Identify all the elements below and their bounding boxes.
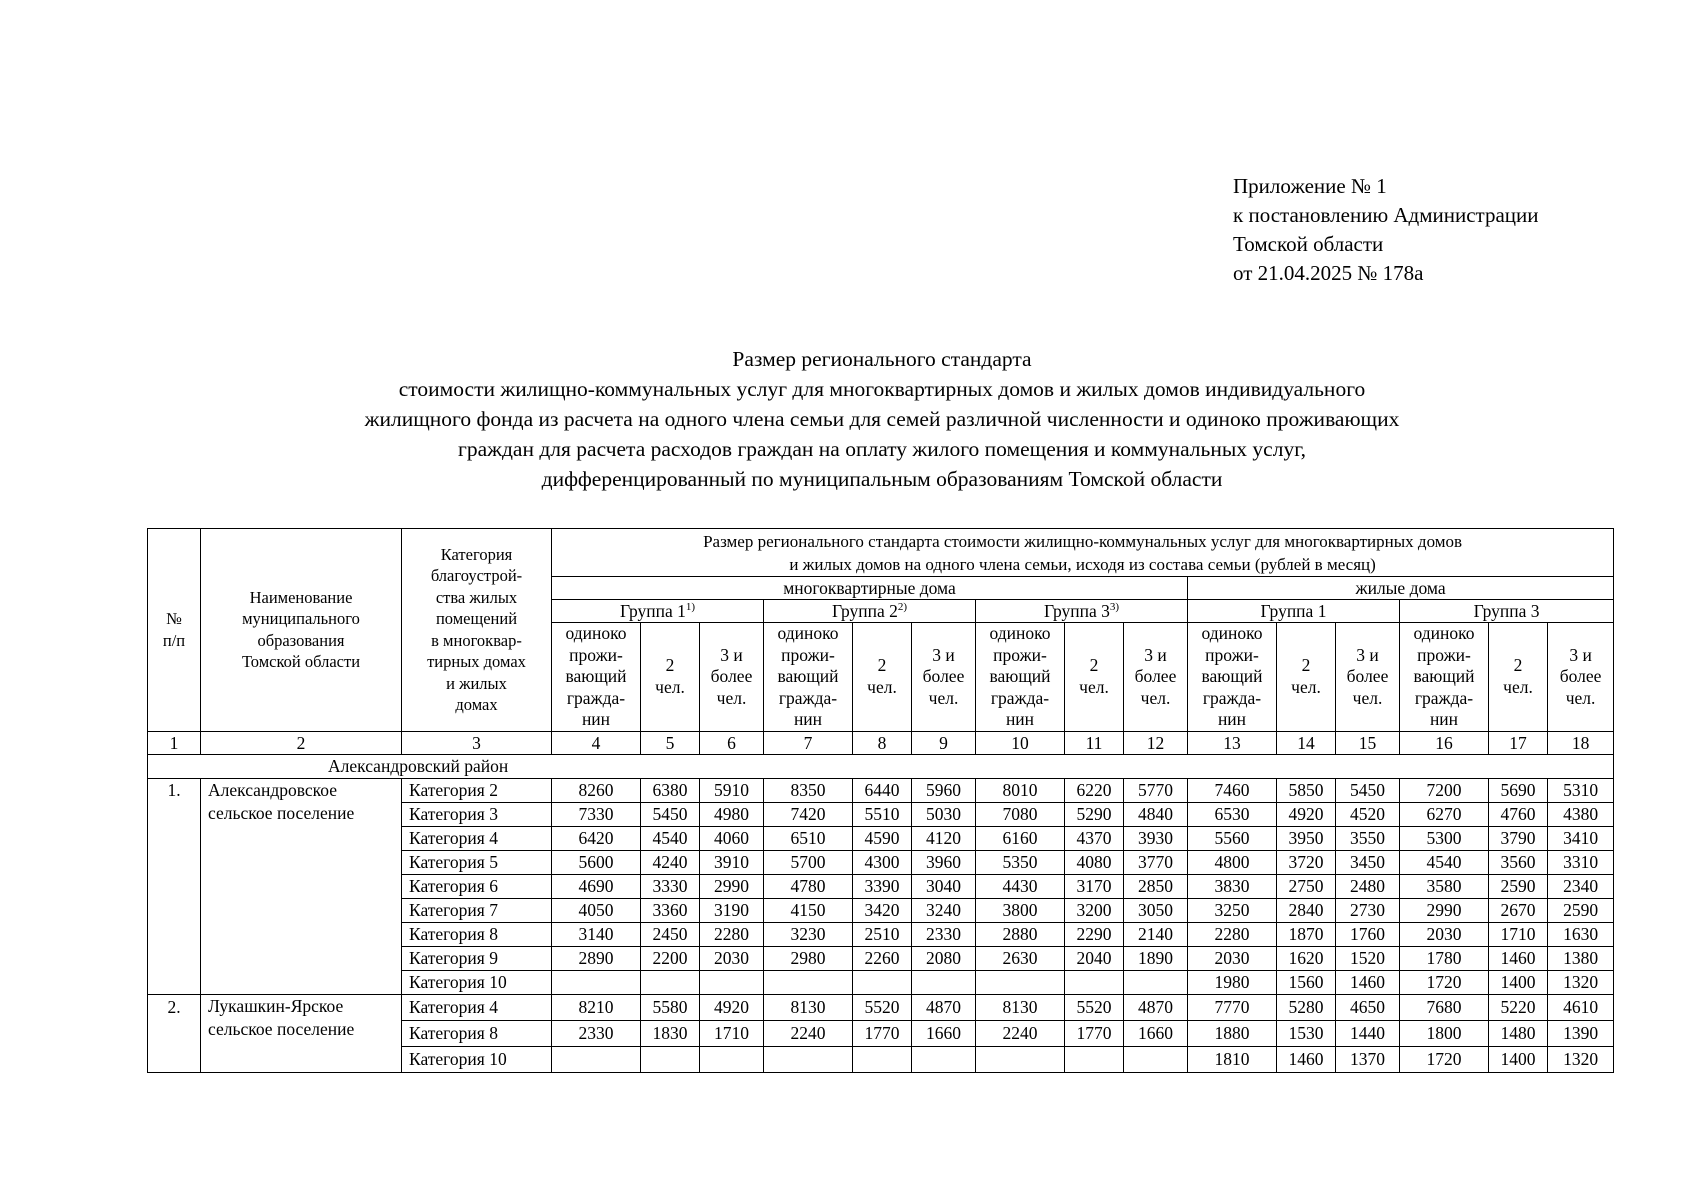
value-cell: 3580 bbox=[1400, 874, 1489, 898]
value-cell: 2480 bbox=[1336, 874, 1400, 898]
value-cell bbox=[1124, 970, 1188, 994]
header-sub-two: 2 чел. bbox=[641, 623, 700, 732]
value-cell: 1320 bbox=[1548, 970, 1614, 994]
header-sub-two: 2 чел. bbox=[1489, 623, 1548, 732]
value-cell: 5560 bbox=[1188, 826, 1277, 850]
value-cell: 7080 bbox=[976, 802, 1065, 826]
value-cell: 7330 bbox=[552, 802, 641, 826]
value-cell: 1440 bbox=[1336, 1020, 1400, 1046]
header-group-2: Группа 2$^{2)}$ bbox=[764, 600, 976, 623]
column-number: 9 bbox=[912, 731, 976, 754]
value-cell: 1720 bbox=[1400, 1046, 1489, 1072]
value-cell: 8260 bbox=[552, 778, 641, 802]
value-cell: 1460 bbox=[1277, 1046, 1336, 1072]
value-cell: 1660 bbox=[912, 1020, 976, 1046]
value-cell bbox=[552, 1046, 641, 1072]
value-cell: 2450 bbox=[641, 922, 700, 946]
value-cell: 1800 bbox=[1400, 1020, 1489, 1046]
value-cell: 5770 bbox=[1124, 778, 1188, 802]
value-cell: 5520 bbox=[853, 994, 912, 1020]
value-cell bbox=[976, 1046, 1065, 1072]
value-cell: 4690 bbox=[552, 874, 641, 898]
value-cell bbox=[976, 970, 1065, 994]
value-cell: 1630 bbox=[1548, 922, 1614, 946]
value-cell: 5960 bbox=[912, 778, 976, 802]
value-cell: 1370 bbox=[1336, 1046, 1400, 1072]
value-cell: 3330 bbox=[641, 874, 700, 898]
value-cell: 5220 bbox=[1489, 994, 1548, 1020]
value-cell bbox=[764, 970, 853, 994]
header-sub-two: 2 чел. bbox=[1065, 623, 1124, 732]
value-cell: 4240 bbox=[641, 850, 700, 874]
value-cell: 2030 bbox=[700, 946, 764, 970]
column-number: 18 bbox=[1548, 731, 1614, 754]
value-cell: 3040 bbox=[912, 874, 976, 898]
district-name: Александровский район bbox=[148, 754, 1614, 778]
value-cell: 4540 bbox=[1400, 850, 1489, 874]
value-cell: 2240 bbox=[764, 1020, 853, 1046]
row-number: 1. bbox=[148, 778, 201, 994]
value-cell: 1460 bbox=[1489, 946, 1548, 970]
value-cell: 3560 bbox=[1489, 850, 1548, 874]
value-cell: 4150 bbox=[764, 898, 853, 922]
header-residential-houses: жилые дома bbox=[1188, 577, 1614, 600]
header-house-group-1: Группа 1 bbox=[1188, 600, 1400, 623]
value-cell: 3770 bbox=[1124, 850, 1188, 874]
value-cell: 5450 bbox=[1336, 778, 1400, 802]
header-sub-three: 3 и более чел. bbox=[1548, 623, 1614, 732]
value-cell: 5290 bbox=[1065, 802, 1124, 826]
value-cell: 3950 bbox=[1277, 826, 1336, 850]
header-sub-two: 2 чел. bbox=[853, 623, 912, 732]
value-cell: 3910 bbox=[700, 850, 764, 874]
appendix-line: Томской области bbox=[1233, 232, 1384, 256]
value-cell: 2980 bbox=[764, 946, 853, 970]
value-cell: 3240 bbox=[912, 898, 976, 922]
value-cell: 6270 bbox=[1400, 802, 1489, 826]
standard-cost-table bbox=[147, 528, 1614, 1073]
value-cell: 1710 bbox=[700, 1020, 764, 1046]
value-cell: 2240 bbox=[976, 1020, 1065, 1046]
value-cell: 2330 bbox=[912, 922, 976, 946]
value-cell: 2280 bbox=[700, 922, 764, 946]
value-cell: 4760 bbox=[1489, 802, 1548, 826]
value-cell: 6420 bbox=[552, 826, 641, 850]
header-standard-size: Размер регионального стандарта стоимости жилищно-коммунальных услуг для многоквартирных домов и жилых домов на одного члена семьи, исходя из состава семьи (рублей в месяц) bbox=[552, 529, 1614, 577]
title-line: граждан для расчета расходов граждан на оплату жилого помещения и коммунальных услуг, bbox=[458, 437, 1306, 461]
value-cell: 5300 bbox=[1400, 826, 1489, 850]
value-cell: 7680 bbox=[1400, 994, 1489, 1020]
header-sub-three: 3 и более чел. bbox=[700, 623, 764, 732]
value-cell: 1560 bbox=[1277, 970, 1336, 994]
value-cell: 4430 bbox=[976, 874, 1065, 898]
value-cell: 1390 bbox=[1548, 1020, 1614, 1046]
value-cell: 2840 bbox=[1277, 898, 1336, 922]
header-sub-single: одиноко прожи- вающий гражда- нин bbox=[552, 623, 641, 732]
value-cell: 4590 bbox=[853, 826, 912, 850]
column-number: 14 bbox=[1277, 731, 1336, 754]
header-category: Категория благоустрой- ства жилых помещений в многоквар- тирных домах и жилых домах bbox=[402, 529, 552, 732]
category-cell: Категория 8 bbox=[402, 1020, 552, 1046]
header-municipality: Наименование муниципального образования Томской области bbox=[201, 529, 402, 732]
value-cell: 8210 bbox=[552, 994, 641, 1020]
column-number: 8 bbox=[853, 731, 912, 754]
value-cell: 3170 bbox=[1065, 874, 1124, 898]
value-cell: 2590 bbox=[1548, 898, 1614, 922]
value-cell: 6220 bbox=[1065, 778, 1124, 802]
column-number: 7 bbox=[764, 731, 853, 754]
value-cell: 1620 bbox=[1277, 946, 1336, 970]
value-cell: 8010 bbox=[976, 778, 1065, 802]
value-cell bbox=[552, 970, 641, 994]
value-cell bbox=[1124, 1046, 1188, 1072]
value-cell: 2200 bbox=[641, 946, 700, 970]
category-cell: Категория 6 bbox=[402, 874, 552, 898]
value-cell: 1720 bbox=[1400, 970, 1489, 994]
value-cell: 4300 bbox=[853, 850, 912, 874]
value-cell: 3720 bbox=[1277, 850, 1336, 874]
value-cell: 5280 bbox=[1277, 994, 1336, 1020]
value-cell: 1400 bbox=[1489, 1046, 1548, 1072]
row-number: 2. bbox=[148, 994, 201, 1072]
value-cell: 4370 bbox=[1065, 826, 1124, 850]
column-number: 1 bbox=[148, 731, 201, 754]
value-cell: 4650 bbox=[1336, 994, 1400, 1020]
value-cell: 6530 bbox=[1188, 802, 1277, 826]
value-cell: 1780 bbox=[1400, 946, 1489, 970]
column-number: 2 bbox=[201, 731, 402, 754]
value-cell: 3360 bbox=[641, 898, 700, 922]
municipality-name: Александровское сельское поселение bbox=[201, 778, 402, 994]
value-cell: 8350 bbox=[764, 778, 853, 802]
column-number: 12 bbox=[1124, 731, 1188, 754]
value-cell: 2330 bbox=[552, 1020, 641, 1046]
value-cell: 3140 bbox=[552, 922, 641, 946]
header-sub-single: одиноко прожи- вающий гражда- нин bbox=[976, 623, 1065, 732]
value-cell: 3190 bbox=[700, 898, 764, 922]
value-cell bbox=[700, 1046, 764, 1072]
value-cell: 3250 bbox=[1188, 898, 1277, 922]
value-cell: 7420 bbox=[764, 802, 853, 826]
value-cell: 5350 bbox=[976, 850, 1065, 874]
value-cell: 3410 bbox=[1548, 826, 1614, 850]
value-cell: 1810 bbox=[1188, 1046, 1277, 1072]
value-cell: 2290 bbox=[1065, 922, 1124, 946]
value-cell: 5700 bbox=[764, 850, 853, 874]
value-cell: 2510 bbox=[853, 922, 912, 946]
value-cell: 5450 bbox=[641, 802, 700, 826]
value-cell bbox=[1065, 970, 1124, 994]
header-num: № п/п bbox=[148, 529, 201, 732]
value-cell: 5690 bbox=[1489, 778, 1548, 802]
value-cell: 2990 bbox=[700, 874, 764, 898]
value-cell: 1830 bbox=[641, 1020, 700, 1046]
category-cell: Категория 3 bbox=[402, 802, 552, 826]
value-cell: 2340 bbox=[1548, 874, 1614, 898]
value-cell: 3930 bbox=[1124, 826, 1188, 850]
category-cell: Категория 8 bbox=[402, 922, 552, 946]
value-cell: 3800 bbox=[976, 898, 1065, 922]
value-cell: 2140 bbox=[1124, 922, 1188, 946]
value-cell bbox=[853, 1046, 912, 1072]
value-cell: 4050 bbox=[552, 898, 641, 922]
column-number: 15 bbox=[1336, 731, 1400, 754]
value-cell: 4540 bbox=[641, 826, 700, 850]
value-cell: 1890 bbox=[1124, 946, 1188, 970]
table-row bbox=[148, 994, 1614, 1020]
column-number: 3 bbox=[402, 731, 552, 754]
value-cell: 4380 bbox=[1548, 802, 1614, 826]
value-cell: 1980 bbox=[1188, 970, 1277, 994]
value-cell: 1480 bbox=[1489, 1020, 1548, 1046]
column-number: 16 bbox=[1400, 731, 1489, 754]
header-sub-three: 3 и более чел. bbox=[1124, 623, 1188, 732]
value-cell: 2890 bbox=[552, 946, 641, 970]
value-cell: 4840 bbox=[1124, 802, 1188, 826]
appendix-line: от 21.04.2025 № 178а bbox=[1233, 261, 1424, 285]
title-line: Размер регионального стандарта bbox=[732, 347, 1032, 371]
column-number: 6 bbox=[700, 731, 764, 754]
appendix-block bbox=[1233, 172, 1539, 288]
value-cell: 5030 bbox=[912, 802, 976, 826]
value-cell bbox=[912, 970, 976, 994]
title-line: стоимости жилищно-коммунальных услуг для многоквартирных домов и жилых домов индивидуального bbox=[398, 377, 1366, 401]
category-cell: Категория 9 bbox=[402, 946, 552, 970]
value-cell: 3200 bbox=[1065, 898, 1124, 922]
value-cell bbox=[641, 970, 700, 994]
value-cell: 2030 bbox=[1188, 946, 1277, 970]
value-cell: 3790 bbox=[1489, 826, 1548, 850]
value-cell: 1770 bbox=[853, 1020, 912, 1046]
value-cell: 7770 bbox=[1188, 994, 1277, 1020]
value-cell: 2730 bbox=[1336, 898, 1400, 922]
value-cell: 4780 bbox=[764, 874, 853, 898]
value-cell: 2030 bbox=[1400, 922, 1489, 946]
column-number: 13 bbox=[1188, 731, 1277, 754]
value-cell: 7460 bbox=[1188, 778, 1277, 802]
value-cell: 5910 bbox=[700, 778, 764, 802]
table-row bbox=[148, 778, 1614, 802]
value-cell: 4080 bbox=[1065, 850, 1124, 874]
value-cell: 3550 bbox=[1336, 826, 1400, 850]
value-cell bbox=[700, 970, 764, 994]
header-sub-single: одиноко прожи- вающий гражда- нин bbox=[1188, 623, 1277, 732]
value-cell: 2630 bbox=[976, 946, 1065, 970]
value-cell: 5310 bbox=[1548, 778, 1614, 802]
category-cell: Категория 10 bbox=[402, 970, 552, 994]
header-sub-three: 3 и более чел. bbox=[912, 623, 976, 732]
value-cell: 3450 bbox=[1336, 850, 1400, 874]
header-sub-two: 2 чел. bbox=[1277, 623, 1336, 732]
value-cell: 1880 bbox=[1188, 1020, 1277, 1046]
value-cell: 1320 bbox=[1548, 1046, 1614, 1072]
value-cell: 5850 bbox=[1277, 778, 1336, 802]
value-cell: 3960 bbox=[912, 850, 976, 874]
value-cell: 4800 bbox=[1188, 850, 1277, 874]
column-number: 10 bbox=[976, 731, 1065, 754]
value-cell: 2670 bbox=[1489, 898, 1548, 922]
value-cell: 5580 bbox=[641, 994, 700, 1020]
value-cell: 1660 bbox=[1124, 1020, 1188, 1046]
category-cell: Категория 7 bbox=[402, 898, 552, 922]
value-cell: 3420 bbox=[853, 898, 912, 922]
title-line: дифференцированный по муниципальным образованиям Томской области bbox=[541, 467, 1223, 491]
municipality-name: Лукашкин-Ярское сельское поселение bbox=[201, 994, 402, 1072]
value-cell bbox=[1065, 1046, 1124, 1072]
value-cell: 1380 bbox=[1548, 946, 1614, 970]
column-number: 11 bbox=[1065, 731, 1124, 754]
document-title bbox=[147, 344, 1617, 494]
value-cell: 2750 bbox=[1277, 874, 1336, 898]
value-cell bbox=[912, 1046, 976, 1072]
value-cell: 4980 bbox=[700, 802, 764, 826]
value-cell: 6510 bbox=[764, 826, 853, 850]
appendix-line: Приложение № 1 bbox=[1233, 174, 1387, 198]
value-cell: 1760 bbox=[1336, 922, 1400, 946]
value-cell: 4870 bbox=[1124, 994, 1188, 1020]
value-cell bbox=[641, 1046, 700, 1072]
category-cell: Категория 10 bbox=[402, 1046, 552, 1072]
value-cell: 5600 bbox=[552, 850, 641, 874]
value-cell: 4060 bbox=[700, 826, 764, 850]
value-cell: 1870 bbox=[1277, 922, 1336, 946]
value-cell: 5510 bbox=[853, 802, 912, 826]
appendix-line: к постановлению Администрации bbox=[1233, 203, 1539, 227]
header-apartment-buildings: многоквартирные дома bbox=[552, 577, 1188, 600]
value-cell: 4520 bbox=[1336, 802, 1400, 826]
value-cell: 2040 bbox=[1065, 946, 1124, 970]
category-cell: Категория 2 bbox=[402, 778, 552, 802]
value-cell: 6160 bbox=[976, 826, 1065, 850]
title-line: жилищного фонда из расчета на одного члена семьи для семей различной численности и одиноко проживающих bbox=[364, 407, 1400, 431]
value-cell: 3230 bbox=[764, 922, 853, 946]
header-house-group-3: Группа 3 bbox=[1400, 600, 1614, 623]
value-cell: 3830 bbox=[1188, 874, 1277, 898]
value-cell: 1460 bbox=[1336, 970, 1400, 994]
value-cell: 3310 bbox=[1548, 850, 1614, 874]
category-cell: Категория 5 bbox=[402, 850, 552, 874]
value-cell: 8130 bbox=[976, 994, 1065, 1020]
category-cell: Категория 4 bbox=[402, 826, 552, 850]
header-sub-single: одиноко прожи- вающий гражда- нин bbox=[764, 623, 853, 732]
value-cell: 8130 bbox=[764, 994, 853, 1020]
value-cell: 4610 bbox=[1548, 994, 1614, 1020]
value-cell: 2080 bbox=[912, 946, 976, 970]
value-cell: 3050 bbox=[1124, 898, 1188, 922]
category-cell: Категория 4 bbox=[402, 994, 552, 1020]
header-group-3: Группа 3$^{3)}$ bbox=[976, 600, 1188, 623]
value-cell: 2280 bbox=[1188, 922, 1277, 946]
value-cell: 3390 bbox=[853, 874, 912, 898]
value-cell: 2990 bbox=[1400, 898, 1489, 922]
value-cell: 2880 bbox=[976, 922, 1065, 946]
header-group-1: Группа 1$^{1)}$ bbox=[552, 600, 764, 623]
value-cell: 4120 bbox=[912, 826, 976, 850]
column-number: 17 bbox=[1489, 731, 1548, 754]
column-number: 5 bbox=[641, 731, 700, 754]
value-cell: 4870 bbox=[912, 994, 976, 1020]
value-cell: 1520 bbox=[1336, 946, 1400, 970]
value-cell: 2260 bbox=[853, 946, 912, 970]
value-cell: 6440 bbox=[853, 778, 912, 802]
value-cell bbox=[764, 1046, 853, 1072]
value-cell: 6380 bbox=[641, 778, 700, 802]
value-cell: 5520 bbox=[1065, 994, 1124, 1020]
value-cell: 2850 bbox=[1124, 874, 1188, 898]
header-sub-single: одиноко прожи- вающий гражда- нин bbox=[1400, 623, 1489, 732]
value-cell bbox=[853, 970, 912, 994]
value-cell: 1710 bbox=[1489, 922, 1548, 946]
value-cell: 4920 bbox=[700, 994, 764, 1020]
value-cell: 7200 bbox=[1400, 778, 1489, 802]
value-cell: 2590 bbox=[1489, 874, 1548, 898]
value-cell: 1400 bbox=[1489, 970, 1548, 994]
value-cell: 1530 bbox=[1277, 1020, 1336, 1046]
value-cell: 4920 bbox=[1277, 802, 1336, 826]
value-cell: 1770 bbox=[1065, 1020, 1124, 1046]
column-number: 4 bbox=[552, 731, 641, 754]
header-sub-three: 3 и более чел. bbox=[1336, 623, 1400, 732]
